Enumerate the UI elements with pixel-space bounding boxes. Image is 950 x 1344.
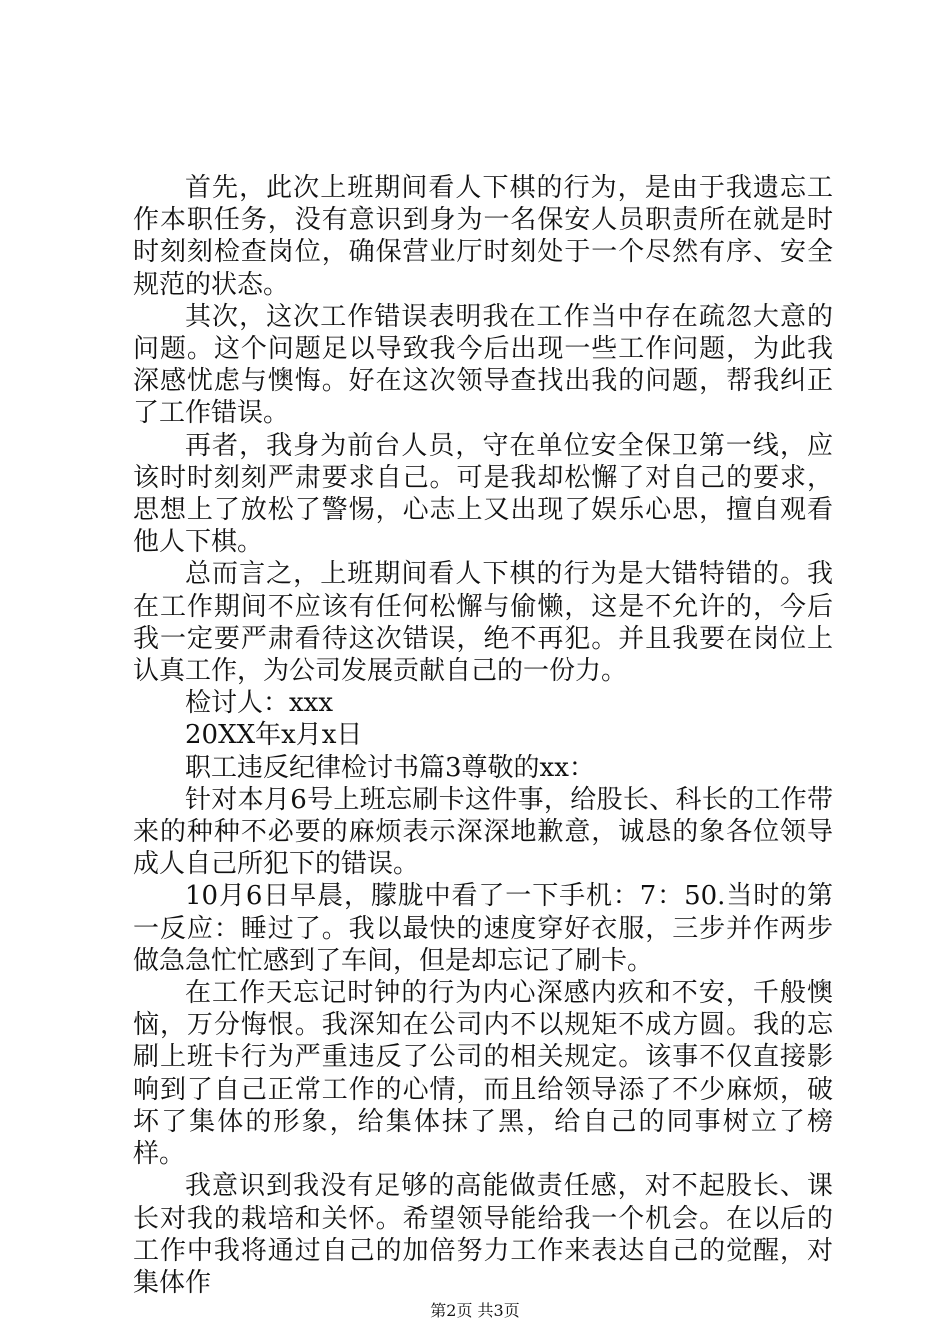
paragraph-4: 总而言之，上班期间看人下棋的行为是大错特错的。我在工作期间不应该有任何松懈与偷懒，这是不允许的，今后我一定要严肃看待这次错误，绝不再犯。并且我要在岗位上认真工作，为公司发展贡献自己的一份力。 — [133, 559, 833, 687]
date-line: 20XX年x月x日 — [185, 720, 363, 751]
paragraph-2: 其次，这次工作错误表明我在工作当中存在疏忽大意的问题。这个问题足以导致我今后出现一些工作问题，为此我深感忧虑与懊悔。好在这次领导查找出我的问题，帮我纠正了工作错误。 — [133, 301, 833, 429]
paragraph-1: 首先，此次上班期间看人下棋的行为，是由于我遗忘工作本职任务，没有意识到身为一名保安人员职责所在就是时时刻刻检查岗位，确保营业厅时刻处于一个尽然有序、安全规范的状态。 — [133, 173, 833, 300]
paragraph-3: 再者，我身为前台人员，守在单位安全保卫第一线，应该时时刻刻严肃要求自己。可是我却松懈了对自己的要求，思想上了放松了警惕，心志上又出现了娱乐心思，擅自观看他人下棋。 — [133, 430, 833, 558]
paragraph-8: 我意识到我没有足够的高能做责任感，对不起股长、课长对我的栽培和关怀。希望领导能给我一个机会。在以后的工作中我将通过自己的加倍努力工作来表达自己的觉醒，对集体作 — [133, 1171, 833, 1298]
section-heading: 职工违反纪律检讨书篇3尊敬的xx： — [185, 752, 595, 783]
body-text — [133, 172, 833, 1299]
page-footer: 第2页 共3页 — [430, 1301, 520, 1320]
paragraph-7: 在工作天忘记时钟的行为内心深感内疚和不安，千般懊恼，万分悔恨。我深知在公司内不以规矩不成方圆。我的忘刷上班卡行为严重违反了公司的相关规定。该事不仅直接影响到了自己正常工作的心情，而且给领导添了不少麻烦，破坏了集体的形象，给集体抹了黑，给自己的同事树立了榜样。 — [133, 978, 833, 1170]
paragraph-5: 针对本月6号上班忘刷卡这件事，给股长、科长的工作带来的种种不必要的麻烦表示深深地歉意，诚恳的象各位领导成人自己所犯下的错误。 — [133, 784, 833, 880]
paragraph-6: 10月6日早晨，朦胧中看了一下手机：7：50.当时的第一反应：睡过了。我以最快的速度穿好衣服，三步并作两步做急急忙忙感到了车间，但是却忘记了刷卡。 — [133, 881, 833, 976]
signature-line: 检讨人：xxx — [185, 688, 333, 719]
